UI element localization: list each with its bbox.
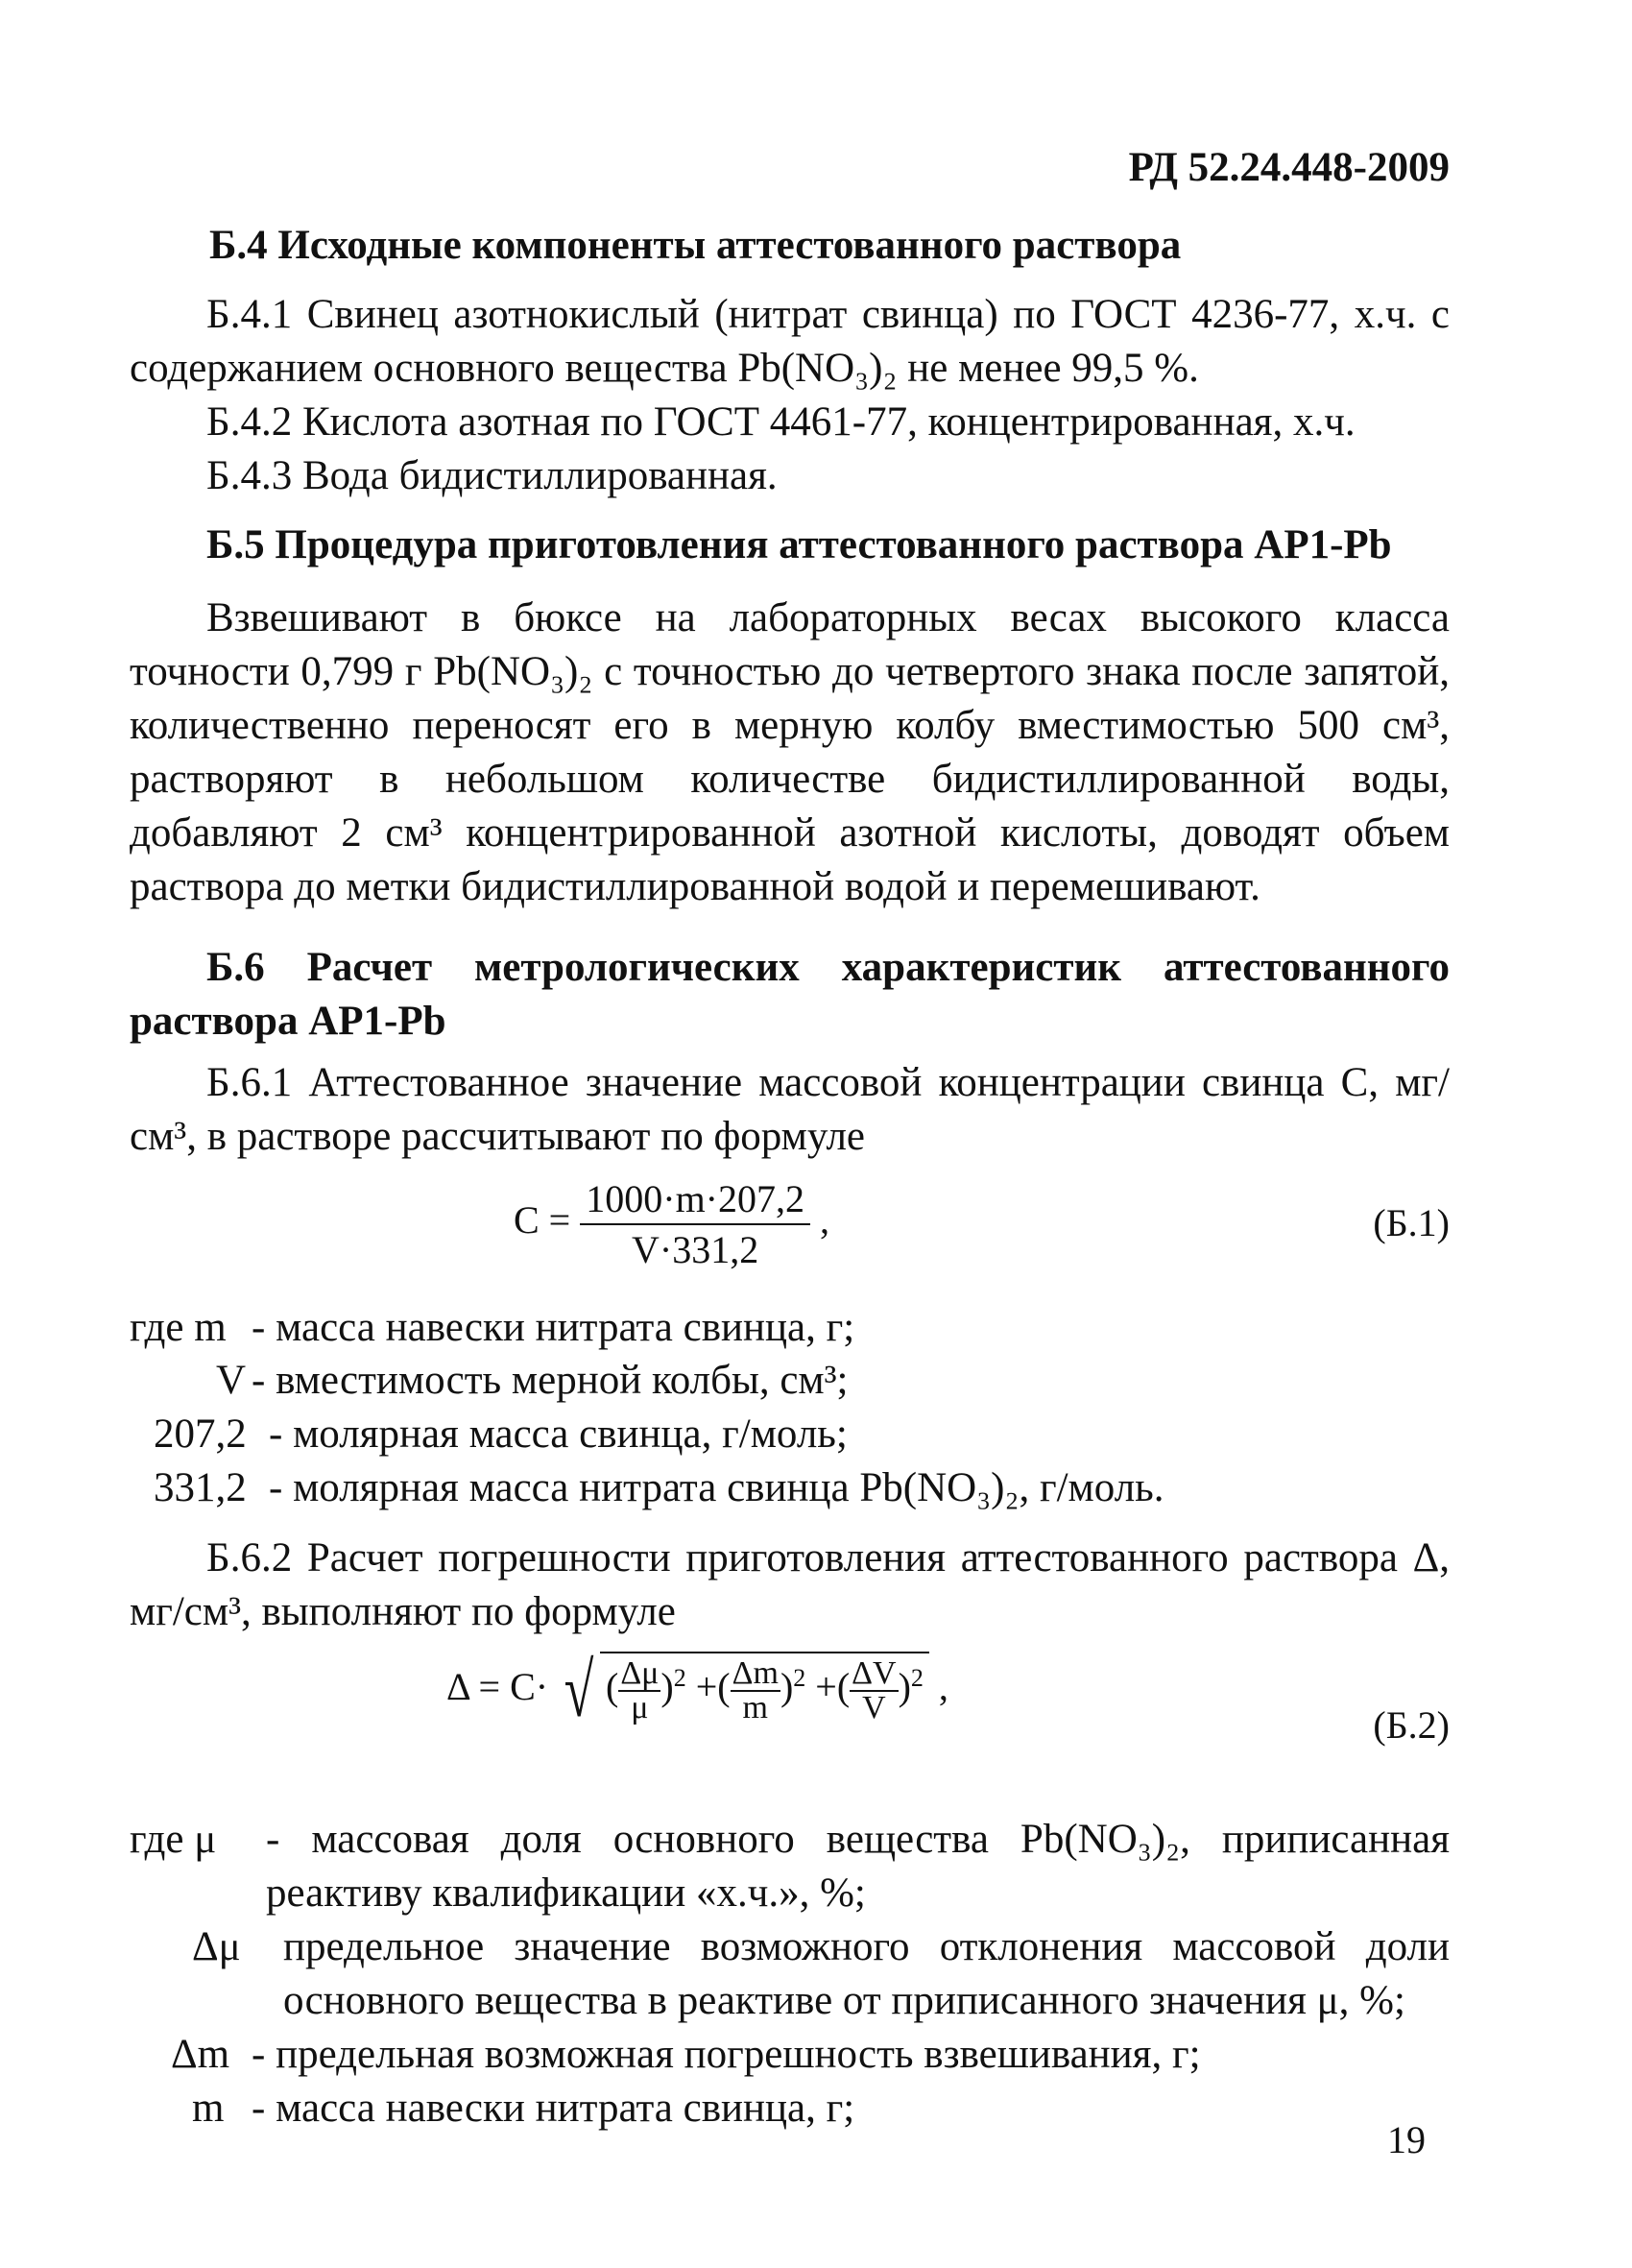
section-b4-p1: Б.4.1 Свинец азотнокислый (нитрат свинца) по ГОСТ 4236-77, х.ч. с содержанием основного вещества Pb(NO₃)₂ не менее 99,5 %. bbox=[130, 292, 1450, 391]
formula-b2-term2-num: Δm bbox=[732, 1655, 779, 1691]
formula-b1-number: (Б.1) bbox=[1373, 1201, 1450, 1244]
section-b4-p2: Б.4.2 Кислота азотная по ГОСТ 4461-77, концентрированная, х.ч. bbox=[206, 399, 1356, 445]
where2-text-m: - масса навески нитрата свинца, г; bbox=[252, 2086, 855, 2131]
section-b4-title: Б.4 Исходные компоненты аттестованного раствора bbox=[209, 223, 1182, 268]
where1-symbol-3312: 331,2 bbox=[154, 1465, 247, 1510]
page-number: 19 bbox=[1387, 2118, 1426, 2161]
formula-b2-lhs: Δ = C· bbox=[446, 1665, 549, 1709]
section-b6-p2: Б.6.2 Расчет погрешности приготовления аттестованного раствора Δ, мг/см³, выполняют по формуле bbox=[130, 1535, 1450, 1634]
formula-b2-radicand: ( $\frac{\Delta\mu}{\mu}$ )$^2$ +( $\frac{\Delta m}{m}$ )$^2$ +( $\frac{\Delta V}{V}$ )$^2$ bbox=[600, 1652, 929, 1725]
formula-b2-term3-den: V bbox=[862, 1690, 886, 1725]
section-b6-title: Б.6 Расчет метрологических характеристик аттестованного раствора АР1-Pb bbox=[130, 945, 1450, 1044]
section-b5-title: Б.5 Процедура приготовления аттестованного раствора АР1-Pb bbox=[206, 522, 1392, 567]
formula-b2-term1 bbox=[618, 1657, 660, 1725]
formula-b2-term3 bbox=[850, 1657, 898, 1725]
where1-symbol-v: V bbox=[216, 1358, 247, 1403]
section-b4-p3: Б.4.3 Вода бидистиллированная. bbox=[206, 453, 778, 498]
formula-b1-trail: , bbox=[820, 1198, 830, 1243]
where1-text-m: - масса навески нитрата свинца, г; bbox=[252, 1305, 855, 1350]
where2-text-mu-content: - массовая доля основного вещества Pb(NO₃)₂, приписанная реактиву квалификации «х.ч.», %; bbox=[266, 1817, 1450, 1916]
where2-symbol-m: m bbox=[192, 2086, 225, 2131]
section-b5-body: Взвешивают в бюксе на лабораторных весах высокого класса точности 0,799 г Pb(NO₃)₂ с точностью до четвертого знака после запятой, количественно переносят его в мерную колбу вместимостью 500 см³, растворяют в небольшом количестве бидистиллированной воды, добавляют 2 см³ концентрированной азотной кислоты, доводят объем раствора до метки бидистиллированной водой и перемешивают. bbox=[130, 595, 1450, 909]
formula-b1-fraction bbox=[580, 1176, 810, 1272]
formula-b1-lhs: C = bbox=[514, 1198, 571, 1243]
sqrt-icon: √ bbox=[564, 1649, 594, 1733]
where2-symbol-dmu: Δμ bbox=[192, 1924, 241, 1969]
where1-text-v: - вместимость мерной колбы, см³; bbox=[252, 1358, 849, 1403]
formula-b1-numerator: 1000·m·207,2 bbox=[580, 1176, 810, 1225]
formula-b2-term2 bbox=[731, 1657, 780, 1725]
where2-text-dm: - предельная возможная погрешность взвешивания, г; bbox=[252, 2032, 1201, 2077]
formula-b2-term2-den: m bbox=[742, 1690, 768, 1725]
where2-symbol-dm: Δm bbox=[171, 2032, 230, 2077]
where1-text-2072: - молярная масса свинца, г/моль; bbox=[269, 1411, 848, 1457]
where2-text-mu bbox=[252, 1813, 1450, 1920]
section-b6-p1: Б.6.1 Аттестованное значение массовой концентрации свинца С, мг/см³, в растворе рассчитывают по формуле bbox=[130, 1060, 1450, 1159]
formula-b1-denominator: V·331,2 bbox=[632, 1228, 759, 1271]
formula-b2-number: (Б.2) bbox=[1373, 1703, 1450, 1747]
where1-text-3312: - молярная масса нитрата свинца Pb(NO₃)₂, г/моль. bbox=[269, 1465, 1164, 1510]
formula-b1 bbox=[514, 1176, 829, 1272]
document-code: РД 52.24.448-2009 bbox=[1128, 145, 1450, 190]
formula-b2-term3-num: ΔV bbox=[852, 1655, 897, 1691]
where1-symbol-2072: 207,2 bbox=[154, 1411, 247, 1457]
where2-symbol-mu: где μ bbox=[130, 1817, 217, 1862]
formula-b2-term1-den: μ bbox=[631, 1690, 649, 1725]
where1-symbol-m: где m bbox=[130, 1305, 227, 1350]
formula-b2 bbox=[446, 1649, 948, 1733]
formula-b2-term1-num: Δμ bbox=[620, 1655, 660, 1691]
where2-text-dmu: предельное значение возможного отклонения массовой доли основного вещества в реактиве от приписанного значения μ, %; bbox=[283, 1924, 1450, 2023]
formula-b2-trail: , bbox=[938, 1665, 948, 1709]
